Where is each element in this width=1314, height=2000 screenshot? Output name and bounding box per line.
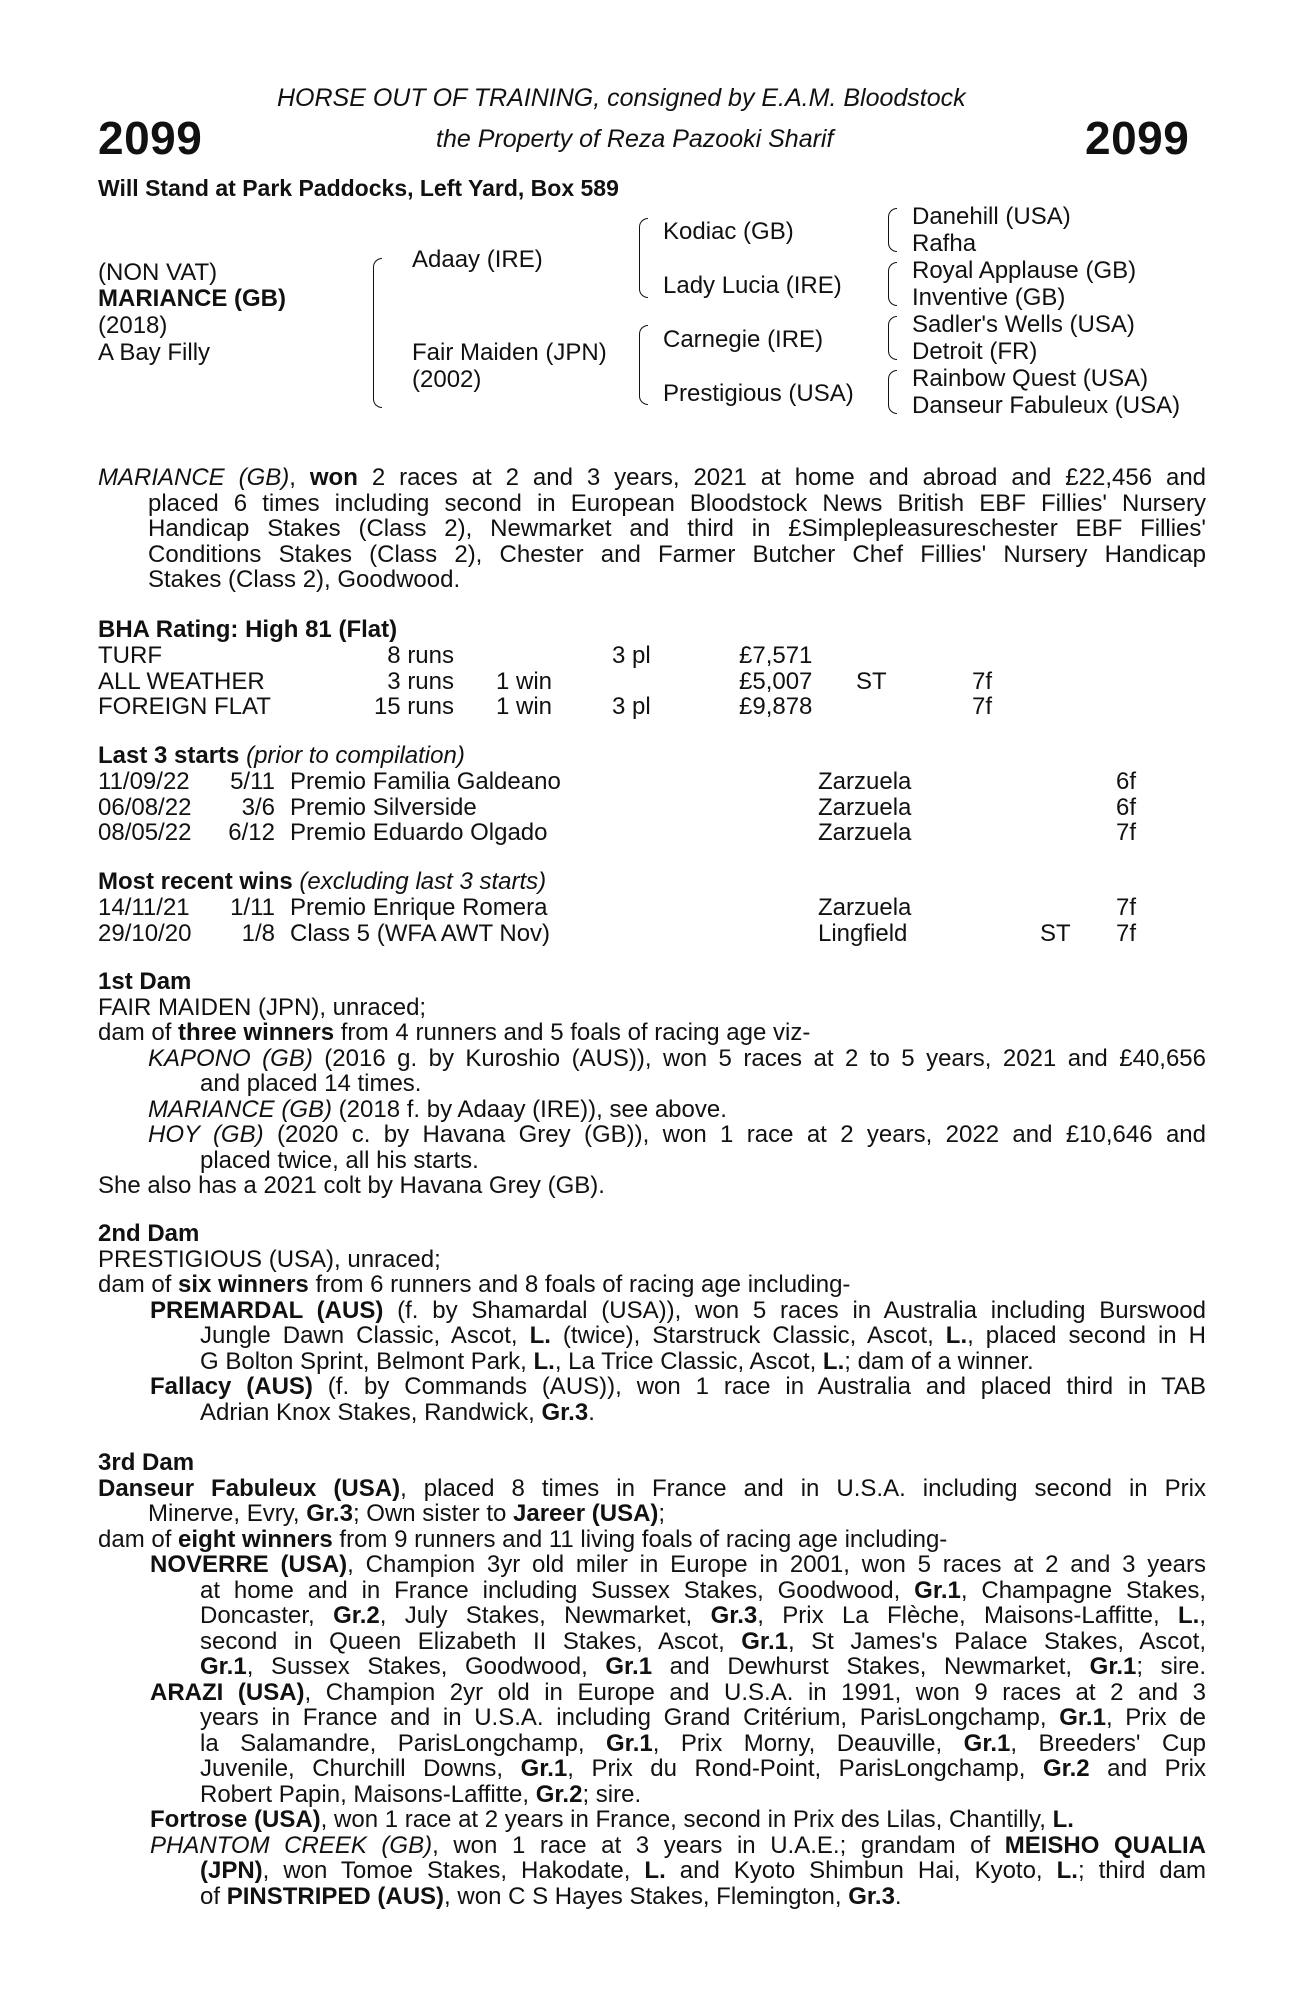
second-dam-section <box>98 1221 1206 1425</box>
recent-surface: ST <box>1040 919 1071 947</box>
pedigree-brace-3d <box>888 370 897 414</box>
dam3-arazi-5: Robert Papin, Maisons-Laffitte, Gr.2; sire. <box>200 1780 642 1808</box>
dam3-arazi-1: ARAZI (USA), Champion 2yr old in Europe and U.S.A. in 1991, won 9 races at 2 and 3 <box>150 1678 1206 1706</box>
recent-race: Premio Enrique Romera <box>290 894 548 921</box>
dam1-hoy-2: placed twice, all his starts. <box>200 1146 479 1174</box>
rating-prize: £9,878 <box>739 693 813 720</box>
rating-wins: 1 win <box>496 667 553 695</box>
last3-position: 5/11 <box>230 768 275 795</box>
rating-label: FOREIGN FLAT <box>98 693 271 720</box>
dam2-fallacy-1: Fallacy (AUS) (f. by Commands (AUS)), won 1 race in Australia and placed third in TAB <box>150 1373 1206 1400</box>
horse-name: MARIANCE (GB) <box>98 285 286 312</box>
recent-date: 29/10/20 <box>98 919 192 947</box>
rating-prize: £7,571 <box>739 642 813 669</box>
rating-placed: 3 pl <box>612 642 651 669</box>
pedigree-dam: Fair Maiden (JPN) <box>412 339 607 366</box>
horse-description: A Bay Filly <box>98 339 211 366</box>
rating-runs: 15 runs <box>373 693 454 720</box>
recent-title: Most recent wins <box>98 868 293 895</box>
rating-surface: ST <box>856 667 887 695</box>
last3-distance: 6f <box>1116 768 1137 795</box>
recent-distance: 7f <box>1116 919 1137 947</box>
pedigree-brace-2b <box>639 325 648 405</box>
last3-date: 08/05/22 <box>98 819 192 846</box>
dam2-line-1: PRESTIGIOUS (USA), unraced; <box>98 1245 441 1273</box>
dam1-kapono-2: and placed 14 times. <box>200 1070 422 1097</box>
pedigree-brace-3c <box>888 316 897 360</box>
last3-course: Zarzuela <box>818 793 912 821</box>
last3-race: Premio Eduardo Olgado <box>290 819 548 846</box>
rating-title: BHA Rating: High 81 (Flat) <box>98 616 398 643</box>
last3-course: Zarzuela <box>818 768 912 795</box>
pedigree-sss: Danehill (USA) <box>912 203 1071 230</box>
recent-heading <box>98 869 546 895</box>
dam3-noverre-5: Gr.1, Sussex Stakes, Goodwood, Gr.1 and Dewhurst Stakes, Newmarket, Gr.1; sire. <box>200 1653 1206 1680</box>
summary-line-4: Conditions Stakes (Class 2), Chester and Farmer Butcher Chef Fillies' Nursery Handicap <box>148 540 1206 568</box>
last3-race: Premio Familia Galdeano <box>290 768 561 795</box>
summary-line-1: 2 races at 2 and 3 years, 2021 at home and abroad and £22,456 and <box>357 464 1207 491</box>
last3-date: 11/09/22 <box>98 768 190 795</box>
last3-race: Premio Silverside <box>290 793 477 821</box>
dam3-line-1: Danseur Fabuleux (USA), placed 8 times in France and in U.S.A. including second in Prix <box>98 1474 1206 1502</box>
last3-position: 3/6 <box>241 793 275 821</box>
last3-distance: 6f <box>1116 793 1137 821</box>
pedigree-dds: Rainbow Quest (USA) <box>912 365 1149 392</box>
dam2-fallacy-2: Adrian Knox Stakes, Randwick, Gr.3. <box>200 1398 595 1426</box>
dam2-premardal-3: G Bolton Sprint, Belmont Park, L., La Trice Classic, Ascot, L.; dam of a winner. <box>200 1347 1034 1375</box>
pedigree-dam-dam: Prestigious (USA) <box>663 380 854 407</box>
pedigree-dss: Sadler's Wells (USA) <box>912 311 1135 338</box>
dam2-premardal-2: Jungle Dawn Classic, Ascot, L. (twice), Starstruck Classic, Ascot, L., placed second in H <box>200 1322 1207 1349</box>
recent-note: (excluding last 3 starts) <box>292 868 547 895</box>
recent-course: Zarzuela <box>818 894 912 921</box>
third-dam-section <box>98 1450 1206 1909</box>
dam3-noverre-4: second in Queen Elizabeth II Stakes, Ascot, Gr.1, St James's Palace Stakes, Ascot, <box>200 1627 1206 1655</box>
summary-line-2: placed 6 times including second in European Bloodstock News British EBF Fillies' Nursery <box>148 489 1206 517</box>
dam3-line-3: dam of eight winners from 9 runners and 11 living foals of racing age including- <box>98 1525 948 1553</box>
dam1-title: 1st Dam <box>98 968 192 995</box>
summary-line-3: Handicap Stakes (Class 2), Newmarket and third in £Simplepleasureschester EBF Fillies' <box>148 515 1206 542</box>
last3-heading <box>98 743 465 769</box>
dam1-mariance: MARIANCE (GB) (2018 f. by Adaay (IRE)), see above. <box>148 1095 727 1123</box>
last3-date: 06/08/22 <box>98 793 192 821</box>
dam1-line-1: FAIR MAIDEN (JPN), unraced; <box>98 993 427 1021</box>
recent-position: 1/11 <box>230 894 275 921</box>
rating-prize: £5,007 <box>739 667 813 695</box>
last3-title: Last 3 starts <box>98 742 240 769</box>
dam3-phantom-3: of PINSTRIPED (AUS), won C S Hayes Stakes, Flemington, Gr.3. <box>200 1882 902 1910</box>
summary-line-5: Stakes (Class 2), Goodwood. <box>148 566 461 593</box>
last3-position: 6/12 <box>228 819 275 846</box>
pedigree-dam-year: (2002) <box>412 366 482 393</box>
lot-number-right: 2099 <box>1085 112 1190 164</box>
dam3-noverre-3: Doncaster, Gr.2, July Stakes, Newmarket, Gr.3, Prix La Flèche, Maisons-Laffitte, L., <box>200 1602 1206 1629</box>
dam3-noverre-2: at home and in France including Sussex Stakes, Goodwood, Gr.1, Champagne Stakes, <box>200 1576 1206 1604</box>
rating-placed: 3 pl <box>612 693 651 720</box>
dam1-line-2: dam of three winners from 4 runners and 5 foals of racing age viz- <box>98 1019 811 1046</box>
race-summary: MARIANCE (GB), won 2 races at 2 and 3 years, 2021 at home and abroad and £22,456 and placed 6 times including second in European Bloodstock News British EBF Fillies' Nursery Handicap Stakes (Class 2), Newmarket and third in £Simplepleasureschester EBF Fillies' Conditions Stakes (Class 2), Chester and Farmer Butcher Chef Fillies' Nursery Handicap Stakes (Class 2), Goodwood. <box>98 464 1207 593</box>
stand-location: Will Stand at Park Paddocks, Left Yard, Box 589 <box>98 175 619 201</box>
horse-year: (2018) <box>98 312 168 339</box>
dam3-line-2: Minerve, Evry, Gr.3; Own sister to Jareer (USA); <box>148 1500 666 1527</box>
dam3-fortrose: Fortrose (USA), won 1 race at 2 years in France, second in Prix des Lilas, Chantilly, L. <box>150 1806 1074 1833</box>
dam2-line-2: dam of six winners from 6 runners and 8 foals of racing age including- <box>98 1271 851 1298</box>
last3-distance: 7f <box>1116 819 1137 846</box>
recent-date: 14/11/21 <box>98 894 190 921</box>
pedigree-sire-sire: Kodiac (GB) <box>663 218 794 245</box>
dam1-kapono-1: KAPONO (GB) (2016 g. by Kuroshio (AUS)), won 5 races at 2 to 5 years, 2021 and £40,656 <box>148 1044 1206 1072</box>
recent-position: 1/8 <box>241 919 275 947</box>
rating-runs: 8 runs <box>387 642 454 669</box>
dam2-title: 2nd Dam <box>98 1220 200 1247</box>
header-consignor-line: HORSE OUT OF TRAINING, consigned by E.A.M. Bloodstock <box>277 84 966 112</box>
last3-course: Zarzuela <box>818 819 912 846</box>
dam3-arazi-4: Juvenile, Churchill Downs, Gr.1, Prix du Rond-Point, ParisLongchamp, Gr.2 and Prix <box>200 1755 1206 1782</box>
rating-distance: 7f <box>972 667 993 695</box>
pedigree-dsd: Detroit (FR) <box>912 338 1038 365</box>
rating-label: ALL WEATHER <box>98 667 265 695</box>
last3-note: (prior to compilation) <box>239 742 465 769</box>
dam3-noverre-1: NOVERRE (USA), Champion 3yr old miler in Europe in 2001, won 5 races at 2 and 3 years <box>150 1551 1206 1578</box>
rating-runs: 3 runs <box>387 667 454 695</box>
dam3-title: 3rd Dam <box>98 1449 195 1476</box>
pedigree-brace-1 <box>373 258 382 408</box>
summary-horse-name: MARIANCE (GB) <box>98 464 290 491</box>
recent-course: Lingfield <box>818 919 908 947</box>
pedigree-sds: Royal Applause (GB) <box>912 257 1137 284</box>
recent-race: Class 5 (WFA AWT Nov) <box>290 919 551 947</box>
lot-number-left: 2099 <box>98 112 203 164</box>
dam2-premardal-1: PREMARDAL (AUS) (f. by Shamardal (USA)), won 5 races in Australia including Burswood <box>150 1296 1207 1324</box>
vat-status: (NON VAT) <box>98 259 218 286</box>
pedigree-dam-sire: Carnegie (IRE) <box>663 326 824 353</box>
dam3-arazi-2: years in France and in U.S.A. including Grand Critérium, ParisLongchamp, Gr.1, Prix de <box>200 1704 1207 1731</box>
summary-won: won <box>309 464 358 491</box>
pedigree-brace-2a <box>639 218 648 298</box>
pedigree-ddd: Danseur Fabuleux (USA) <box>912 392 1181 419</box>
recent-distance: 7f <box>1116 894 1137 921</box>
dam3-phantom-2: (JPN), won Tomoe Stakes, Hakodate, L. and Kyoto Shimbun Hai, Kyoto, L.; third dam <box>200 1857 1206 1884</box>
header-property-line: the Property of Reza Pazooki Sharif <box>436 125 834 153</box>
pedigree-brace-3b <box>888 262 897 306</box>
rating-wins: 1 win <box>496 693 553 720</box>
first-dam-section <box>98 969 1206 1199</box>
rating-distance: 7f <box>972 693 993 720</box>
dam3-phantom-1: PHANTOM CREEK (GB), won 1 race at 3 years in U.A.E.; grandam of MEISHO QUALIA <box>150 1831 1207 1859</box>
dam1-colt-line: She also has a 2021 colt by Havana Grey (GB). <box>98 1172 605 1199</box>
rating-label: TURF <box>98 642 162 669</box>
pedigree-sire-dam: Lady Lucia (IRE) <box>663 272 842 299</box>
dam1-hoy-1: HOY (GB) (2020 c. by Havana Grey (GB)), won 1 race at 2 years, 2022 and £10,646 and <box>148 1121 1206 1148</box>
pedigree-sire: Adaay (IRE) <box>412 246 543 273</box>
pedigree-brace-3a <box>888 208 897 252</box>
pedigree-ssd: Rafha <box>912 230 977 257</box>
pedigree-sdd: Inventive (GB) <box>912 284 1066 311</box>
dam3-arazi-3: la Salamandre, ParisLongchamp, Gr.1, Prix Morny, Deauville, Gr.1, Breeders' Cup <box>200 1729 1207 1757</box>
